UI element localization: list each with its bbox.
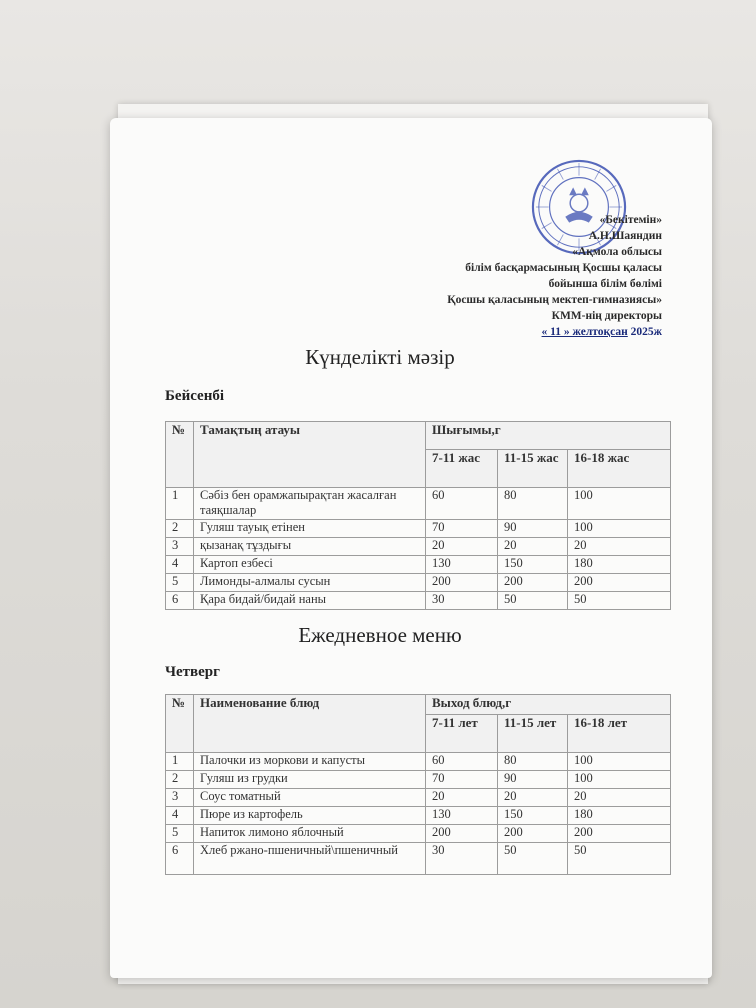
row-number: 3 — [166, 789, 194, 807]
dish-name: Напиток лимоно яблочный — [194, 825, 426, 843]
table-row — [166, 825, 671, 843]
row-number: 5 — [166, 574, 194, 592]
ru-day-name: Четверг — [165, 664, 220, 680]
portion-value: 200 — [568, 574, 671, 592]
table-row — [166, 807, 671, 825]
kz-header-age: 16-18 жас — [568, 450, 671, 488]
portion-value: 20 — [498, 538, 568, 556]
portion-value: 100 — [568, 520, 671, 538]
table-row — [166, 574, 671, 592]
portion-value: 200 — [426, 574, 498, 592]
portion-value: 90 — [498, 520, 568, 538]
portion-value: 50 — [568, 592, 671, 610]
portion-value: 90 — [498, 771, 568, 789]
approval-date — [447, 324, 662, 340]
row-number: 1 — [166, 753, 194, 771]
row-number: 3 — [166, 538, 194, 556]
row-number: 1 — [166, 488, 194, 520]
ru-header-name: Наименование блюд — [194, 695, 426, 753]
portion-value: 20 — [426, 789, 498, 807]
dish-name: қызанақ тұздығы — [194, 538, 426, 556]
portion-value: 100 — [568, 771, 671, 789]
portion-value: 80 — [498, 753, 568, 771]
ru-header-age: 11-15 лет — [498, 715, 568, 753]
row-number: 4 — [166, 807, 194, 825]
approval-line: бойынша білім бөлімі — [548, 278, 662, 290]
ru-header-age: 16-18 лет — [568, 715, 671, 753]
kz-menu-title: Күнделікті мәзір — [305, 345, 455, 369]
dish-name: Гуляш тауық етінен — [194, 520, 426, 538]
table-row — [166, 771, 671, 789]
approval-line: Қосшы қаласының мектеп-гимназиясы» — [447, 294, 662, 306]
portion-value: 180 — [568, 807, 671, 825]
dish-name: Картоп езбесі — [194, 556, 426, 574]
ru-header-yield: Выход блюд,г — [426, 695, 671, 715]
portion-value: 60 — [426, 488, 498, 520]
kz-header-age: 11-15 жас — [498, 450, 568, 488]
ru-menu-title: Ежедневное меню — [298, 623, 462, 647]
portion-value: 100 — [568, 488, 671, 520]
kz-header-name: Тамақтың атауы — [194, 422, 426, 488]
approval-line: КММ-нің директоры — [551, 310, 662, 322]
dish-name: Палочки из моркови и капусты — [194, 753, 426, 771]
portion-value: 150 — [498, 807, 568, 825]
kz-header-num: № — [166, 422, 194, 488]
portion-value: 150 — [498, 556, 568, 574]
row-number: 6 — [166, 592, 194, 610]
portion-value: 80 — [498, 488, 568, 520]
portion-value: 130 — [426, 556, 498, 574]
portion-value: 100 — [568, 753, 671, 771]
portion-value: 70 — [426, 771, 498, 789]
portion-value: 30 — [426, 843, 498, 875]
kz-day-name: Бейсенбі — [165, 388, 225, 404]
portion-value: 20 — [568, 789, 671, 807]
dish-name: Хлеб ржано-пшеничный\пшеничный — [194, 843, 426, 875]
row-number: 4 — [166, 556, 194, 574]
ru-menu-table — [165, 694, 671, 875]
dish-name: Қара бидай/бидай наны — [194, 592, 426, 610]
approval-line: «Бекітемін» — [599, 214, 662, 226]
table-row — [166, 488, 671, 520]
approval-date-day: « 11 » желтоқсан — [541, 326, 628, 338]
table-row — [166, 843, 671, 875]
dish-name: Гуляш из грудки — [194, 771, 426, 789]
table-row — [166, 592, 671, 610]
portion-value: 30 — [426, 592, 498, 610]
table-row — [166, 556, 671, 574]
kz-header-age: 7-11 жас — [426, 450, 498, 488]
portion-value: 70 — [426, 520, 498, 538]
portion-value: 50 — [498, 843, 568, 875]
row-number: 2 — [166, 520, 194, 538]
kz-menu-table — [165, 421, 671, 610]
row-number: 2 — [166, 771, 194, 789]
portion-value: 20 — [568, 538, 671, 556]
portion-value: 180 — [568, 556, 671, 574]
ru-header-age: 7-11 лет — [426, 715, 498, 753]
approval-line: «Ақмола облысы — [572, 246, 662, 258]
table-row — [166, 789, 671, 807]
portion-value: 20 — [498, 789, 568, 807]
dish-name: Сәбіз бен орамжапырақтан жасалған таяқшалар — [194, 488, 426, 520]
table-row — [166, 520, 671, 538]
portion-value: 200 — [498, 574, 568, 592]
approval-line: білім басқармасының Қосшы қаласы — [465, 262, 662, 274]
ru-header-num: № — [166, 695, 194, 753]
table-row — [166, 753, 671, 771]
row-number: 5 — [166, 825, 194, 843]
kz-header-yield: Шығымы,г — [426, 422, 671, 450]
dish-name: Пюре из картофель — [194, 807, 426, 825]
approval-block — [447, 212, 662, 340]
row-number: 6 — [166, 843, 194, 875]
approval-date-year: 2025ж — [627, 326, 662, 338]
dish-name: Лимонды-алмалы сусын — [194, 574, 426, 592]
table-row — [166, 538, 671, 556]
portion-value: 50 — [498, 592, 568, 610]
portion-value: 200 — [426, 825, 498, 843]
portion-value: 200 — [498, 825, 568, 843]
portion-value: 60 — [426, 753, 498, 771]
portion-value: 20 — [426, 538, 498, 556]
dish-name: Соус томатный — [194, 789, 426, 807]
portion-value: 200 — [568, 825, 671, 843]
approval-line: А.Н.Шаяндин — [588, 230, 662, 242]
portion-value: 130 — [426, 807, 498, 825]
portion-value: 50 — [568, 843, 671, 875]
